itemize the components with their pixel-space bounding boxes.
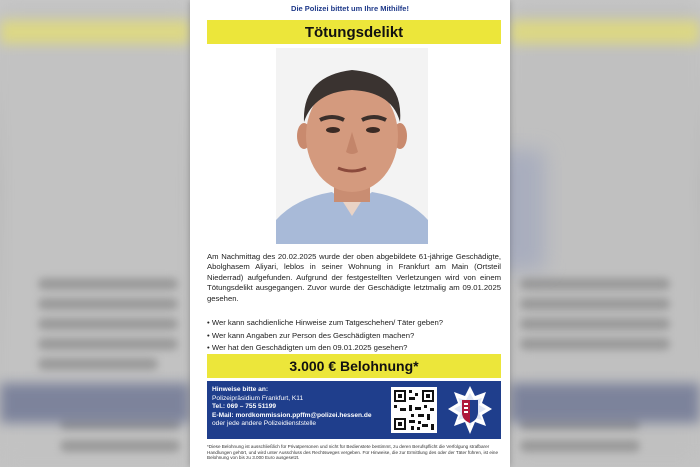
contact-office: Polizeipräsidium Frankfurt, K11 xyxy=(212,394,304,402)
question-item: • Wer hat den Geschädigten um den 09.01.2025 gesehen? xyxy=(207,343,408,353)
contact-heading: Hinweise bitte an: xyxy=(212,386,269,393)
contact-box xyxy=(207,381,501,439)
question-item: • Wer kann sachdienliche Hinweise zum Tatgeschehen/ Täter geben? xyxy=(207,318,444,327)
qr-code-icon[interactable] xyxy=(391,387,437,433)
contact-email[interactable]: E-Mail: mordkommission.ppffm@polizei.hessen.de xyxy=(212,411,372,419)
question-item: • Wer kann Angaben zur Person des Geschädigten machen? xyxy=(207,330,415,340)
reward-banner: 3.000 € Belohnung* xyxy=(207,354,501,378)
case-description: Am Nachmittag des 20.02.2025 wurde der oben abgebildete 61-jährige Geschädigte, Abolghasem Aliyari, leblos in seiner Wohnung in Frankfurt am Main (Ortsteil Niederrad) aufgefunden. Aufgrund der festgestellten Verletzungen wird von einem Tötungsdelikt ausgegangen. Zuvor wurde der Geschädigte letztmalig am 09.01.2025 gesehen. xyxy=(207,252,501,303)
contact-details xyxy=(212,386,372,429)
reward-footnote: *Diese Belohnung ist ausschließlich für Privatpersonen und nicht für Bedienstete bestimmt, zu deren Berufspflicht die Verfolgung strafbarer Handlungen gehört, und wird unter Ausschluss des Rechtsweges vergeben. Für Hinweise, die zur Ermittlung des oder der Täter führen, ist eine Belohnung von bis zu 3.000 Euro ausgesetzt. xyxy=(207,444,499,461)
wanted-poster xyxy=(190,0,510,467)
police-star-icon xyxy=(447,385,493,435)
contact-other: oder jede andere Polizeidienststelle xyxy=(212,420,317,428)
appeal-header: Die Polizei bittet um Ihre Mithilfe! xyxy=(291,4,409,13)
question-list xyxy=(207,317,501,355)
contact-phone[interactable]: Tel.: 069 – 755 51199 xyxy=(212,403,277,411)
portrait-illustration xyxy=(276,48,428,244)
poster-title: Tötungsdelikt xyxy=(207,20,501,44)
victim-photo xyxy=(276,48,428,244)
